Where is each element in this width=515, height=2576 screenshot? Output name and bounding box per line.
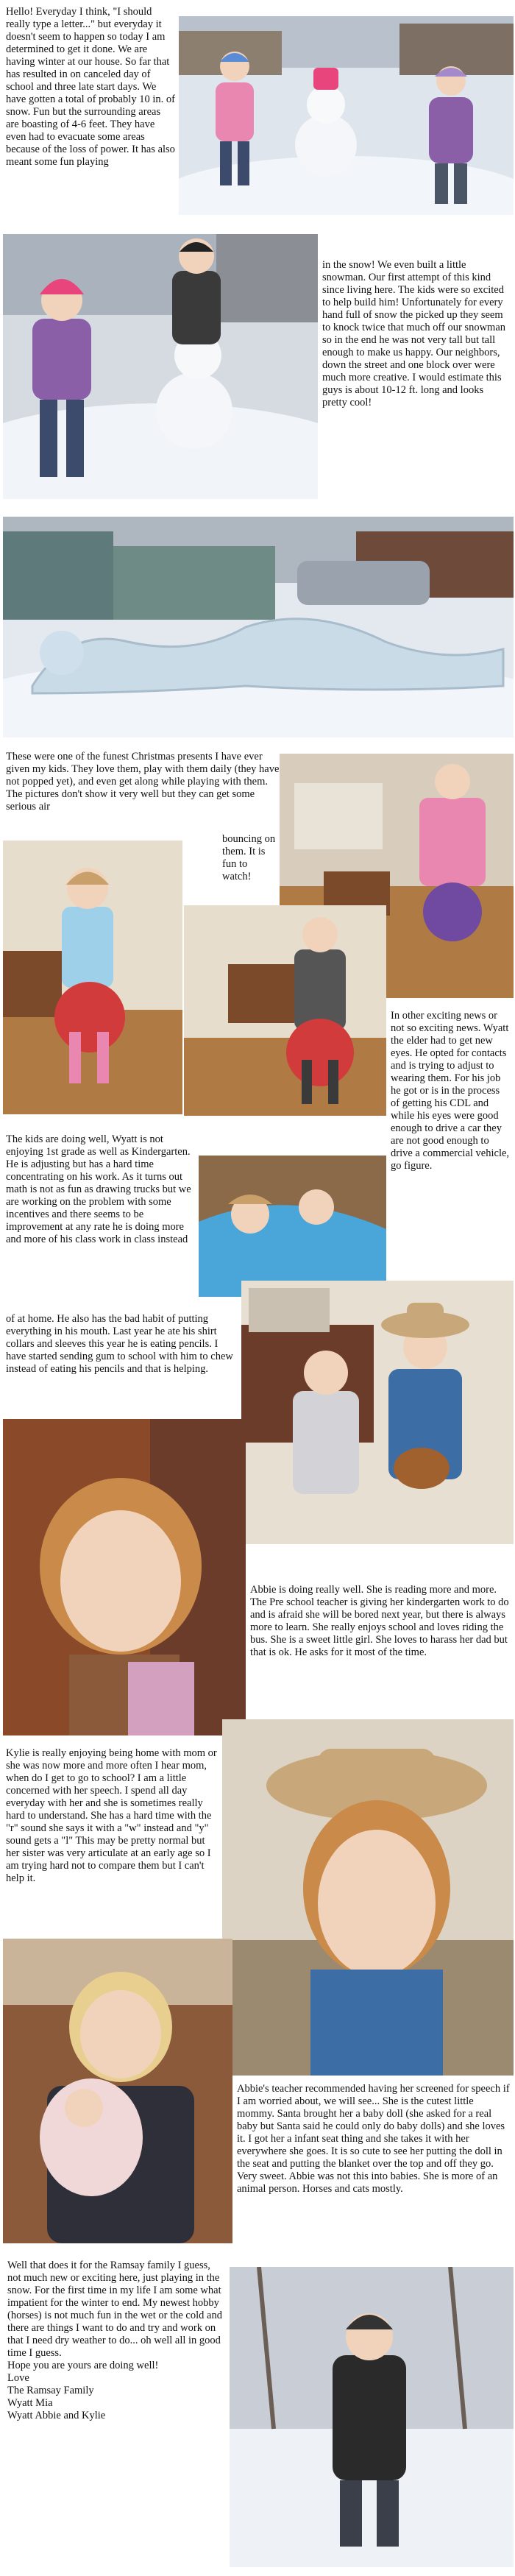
closing-body: Well that does it for the Ramsay family I guess, not much new or exciting here, just playing in the snow. For the first time in my life I am some what impatient for the winter to end. My newest hobby (horses) is not much fun in the wet or the cold and there are things I want to do and try and work on that I need dry weather to do... oh well all in good time I guess. <box>7 2260 222 2359</box>
closing-love: Love <box>7 2372 29 2384</box>
photo-kids-asleep <box>199 1156 386 1297</box>
photo-abbie-closeup <box>3 1419 246 1735</box>
christmas-paragraph-end: bouncing on them. It is fun to watch! <box>219 832 280 885</box>
kylie-paragraph: Kylie is really enjoying being home with mom or she was now more and more often I hear mom, when do I get to go to school? I am a little concerned with her speech. I spend all day everyday with her and she is sometimes really hard to understand. She has a hard time with the "r" sound she says it with a "w" instead and "y" sound gets a "l" This may be pretty normal but her sister was very articulate at an early age so I am trying hard not to compare them but I can't help it. <box>3 1746 221 1886</box>
photo-snow-dragon <box>3 517 514 737</box>
closing-family: The Ramsay Family <box>7 2385 94 2396</box>
news-paragraph: In other exciting news or not so exciting news. Wyatt the elder had to get new eyes. He opted for contacts and is trying to adjust to wearing them. For his job he got or is in the process of getting his CDL and while his eyes were good enough to drive a car they are not good enough to drive a commercial vehicle, go figure. <box>388 1008 514 1174</box>
photo-kylie-baby-doll <box>3 1939 232 2243</box>
photo-girl-boy-snowman <box>3 234 318 499</box>
photo-kids-building-snowman <box>179 16 514 215</box>
photo-girl-on-ball <box>3 841 182 1114</box>
photo-boy-on-ball <box>184 905 386 1116</box>
photo-kylie-cowboy-hat <box>222 1719 514 2076</box>
closing-names-parents: Wyatt Mia <box>7 2397 53 2409</box>
speech-and-doll-paragraph: Abbie's teacher recommended having her screened for speech if I am worried about, we will see... She is the cutest little mommy. Santa brought her a baby doll (she asked for a real baby but Santa said he could only do baby dolls) and she loves it. I got her a infant seat thing and she takes it with her everywhere she goes. It is so cute to see her putting the doll in the seat and putting the blanket over the top and off they go. Very sweet. Abbie was not this into babies. She is more of an animal person. Horses and cats mostly. <box>234 2081 514 2197</box>
photo-girls-cowboy-hat <box>241 1281 514 1544</box>
intro-paragraph-end: in the snow! We even built a little snowman. Our first attempt of this kind since living here. The kids were so excited to help build him! Unfortunately for every hand full of snow the picked up they seem to knock twice that much off our snowman so in the end he was not very tall but tall enough to make us happy. Our neighbors, down the street and one block over were much more creative. I would estimate this guys is about 10-12 ft. long and looks pretty cool! <box>319 258 512 411</box>
closing-letter <box>4 2258 227 2424</box>
closing-names-kids: Wyatt Abbie and Kylie <box>7 2410 106 2421</box>
kids-paragraph-end: of at home. He also has the bad habit of putting everything in his mouth. Last year he ate his shirt collars and sleeves this year he is eating pencils. I have started sending gum to school with him to chew instead of eating his pencils and that is helping. <box>3 1312 238 1377</box>
kids-paragraph-start: The kids are doing well, Wyatt is not enjoying 1st grade as well as Kindergarten. He is adjusting but has a hard time concentrating on his work. As it turns out math is not as fun as drawing trucks but we are working on the problem with some incentives and there seems to be improvement at any rate he is doing more and more of his class work in class instead <box>3 1132 197 1248</box>
christmas-paragraph-start: These were one of the funest Christmas presents I have ever given my kids. They love them, play with them daily (they have not popped yet), and even get along while playing with them. The pictures don't show it very well but they can get some serious air <box>3 749 283 815</box>
abbie-paragraph: Abbie is doing really well. She is reading more and more. The Pre school teacher is giving her kindergarten work to do and is afraid she will be bored next year, but there is always more to learn. She really enjoys school and loves riding the bus. She is a sweet little girl. She loves to harass her dad but that is ok. He asks for it most of the time. <box>247 1582 512 1660</box>
closing-hope: Hope you are yours are doing well! <box>7 2360 159 2371</box>
photo-boy-in-snow <box>230 2267 514 2567</box>
intro-paragraph-start: Hello! Everyday I think, "I should really type a letter..." but everyday it doesn't seem to happen so today I am determined to get it done. We are having winter at our house. So far that has resulted in on canceled day of school and three late start days. We have gotten a total of probably 10 in. of snow. Fun but the surrounding areas are boasting of 4-6 feet. They have even had to evacuate some areas because of the loss of power. It has also meant some fun playing <box>3 4 179 170</box>
